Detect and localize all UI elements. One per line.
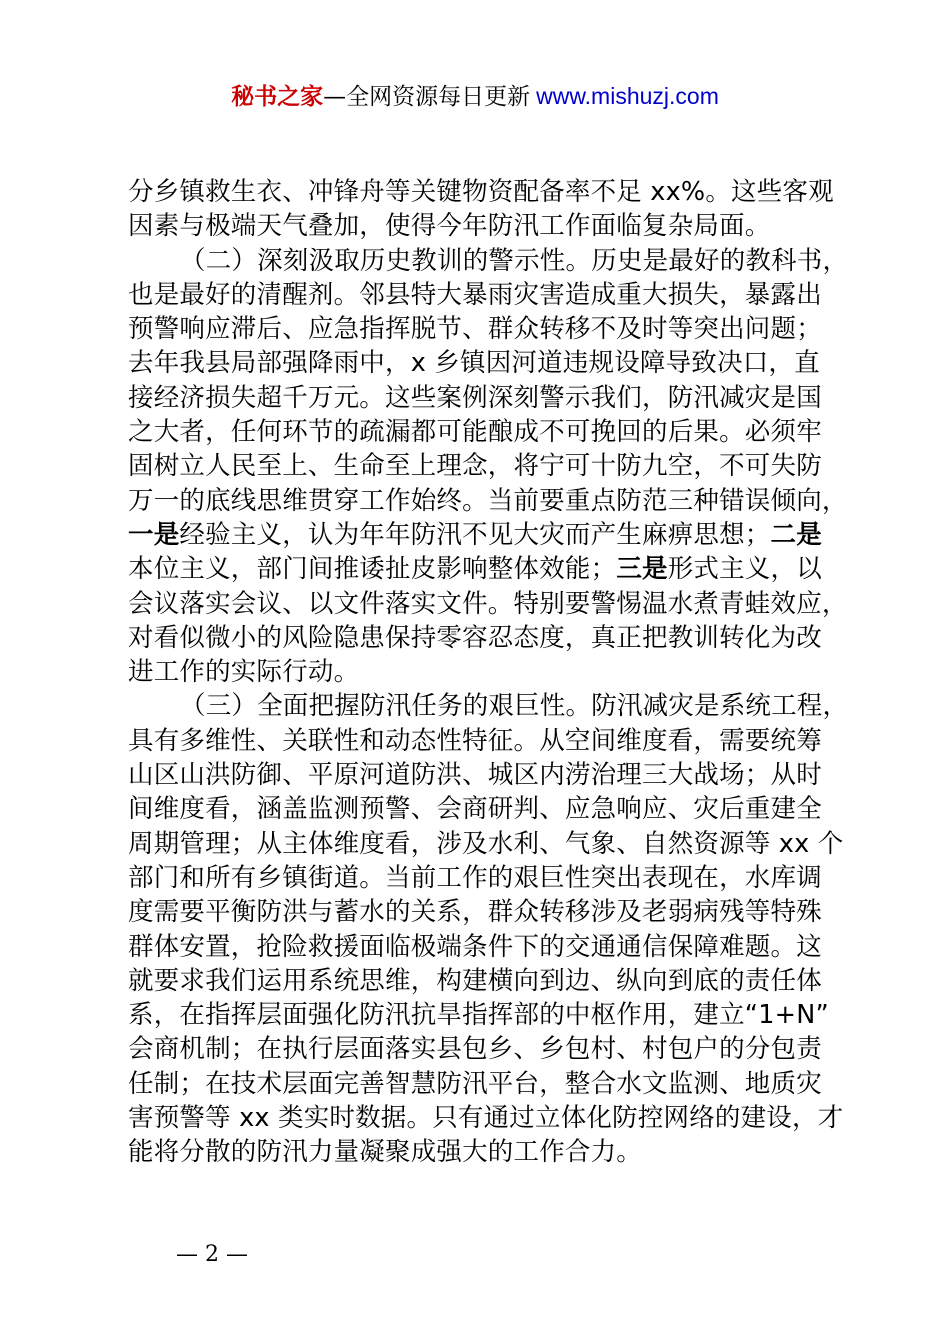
body-line: 之大者，任何环节的疏漏都可能酿成不可挽回的后果。必须牢 [128,417,822,448]
body-line: 因素与极端天气叠加，使得今年防汛工作面临复杂局面。 [128,211,771,242]
body-line: 间维度看，涵盖监测预警、会商研判、应急响应、灾后重建全 [128,794,822,825]
body-line: 本位主义，部门间推诿扯皮影响整体效能；三是形式主义，以 [128,554,822,585]
section-heading-line: （二）深刻汲取历史教训的警示性。历史是最好的教科书， [180,245,849,276]
page-number: — 2 — [176,1242,248,1267]
body-line: 固树立人民至上、生命至上理念，将宁可十防九空，不可失防 [128,451,822,482]
body-line: 群体安置，抢险救援面临极端条件下的交通通信保障难题。这 [128,931,822,962]
body-line: 山区山洪防御、平原河道防洪、城区内涝治理三大战场；从时 [128,760,822,791]
body-line: 对看似微小的风险隐患保持零容忍态度，真正把教训转化为改 [128,622,822,653]
document-body [128,175,856,1170]
body-line: 就要求我们运用系统思维，构建横向到边、纵向到底的责任体 [128,965,822,996]
body-line: 任制；在技术层面完善智慧防汛平台，整合水文监测、地质灾 [128,1068,822,1099]
body-line: 进工作的实际行动。 [128,657,360,688]
body-line: 万一的底线思维贯穿工作始终。当前要重点防范三种错误倾向， [128,485,848,516]
body-line: 也是最好的清醒剂。邻县特大暴雨灾害造成重大损失，暴露出 [128,279,822,310]
body-line: 部门和所有乡镇街道。当前工作的艰巨性突出表现在，水库调 [128,862,822,893]
body-line: 具有多维性、关联性和动态性特征。从空间维度看，需要统筹 [128,725,822,756]
site-header [0,80,950,113]
section-heading-line: （三）全面把握防汛任务的艰巨性。防汛减灾是系统工程， [180,691,849,722]
bold-marker: 三是 [616,554,668,585]
bold-marker: 二是 [770,519,822,550]
body-line: 能将分散的防汛力量凝聚成强大的工作合力。 [128,1137,643,1168]
body-line: 害预警等 xx 类实时数据。只有通过立体化防控网络的建设，才 [128,1103,844,1134]
body-line: 一是经验主义，认为年年防汛不见大灾而产生麻痹思想；二是 [128,519,822,550]
body-line: 分乡镇救生衣、冲锋舟等关键物资配备率不足 xx%。这些客观 [128,177,834,207]
body-line: 预警响应滞后、应急指挥脱节、群众转移不及时等突出问题； [128,314,822,345]
site-url-link[interactable]: www.mishuzj.com [536,83,719,109]
body-line: 会议落实会议、以文件落实文件。特别要警惕温水煮青蛙效应， [128,588,848,619]
body-line: 度需要平衡防洪与蓄水的关系，群众转移涉及老弱病残等特殊 [128,897,822,928]
body-line: 系，在指挥层面强化防汛抗旱指挥部的中枢作用，建立“1+N” [128,1000,829,1031]
bold-marker: 一是 [128,519,180,550]
site-brand: 秘书之家 [231,84,324,110]
body-line: 去年我县局部强降雨中，x 乡镇因河道违规设障导致决口，直 [128,348,820,379]
site-tagline: 全网资源每日更新 [346,84,531,110]
header-dash: — [323,84,347,110]
body-line: 接经济损失超千万元。这些案例深刻警示我们，防汛减灾是国 [128,382,822,413]
body-line: 会商机制；在执行层面落实县包乡、乡包村、村包户的分包责 [128,1034,822,1065]
body-line: 周期管理；从主体维度看，涉及水利、气象、自然资源等 xx 个 [128,828,844,859]
